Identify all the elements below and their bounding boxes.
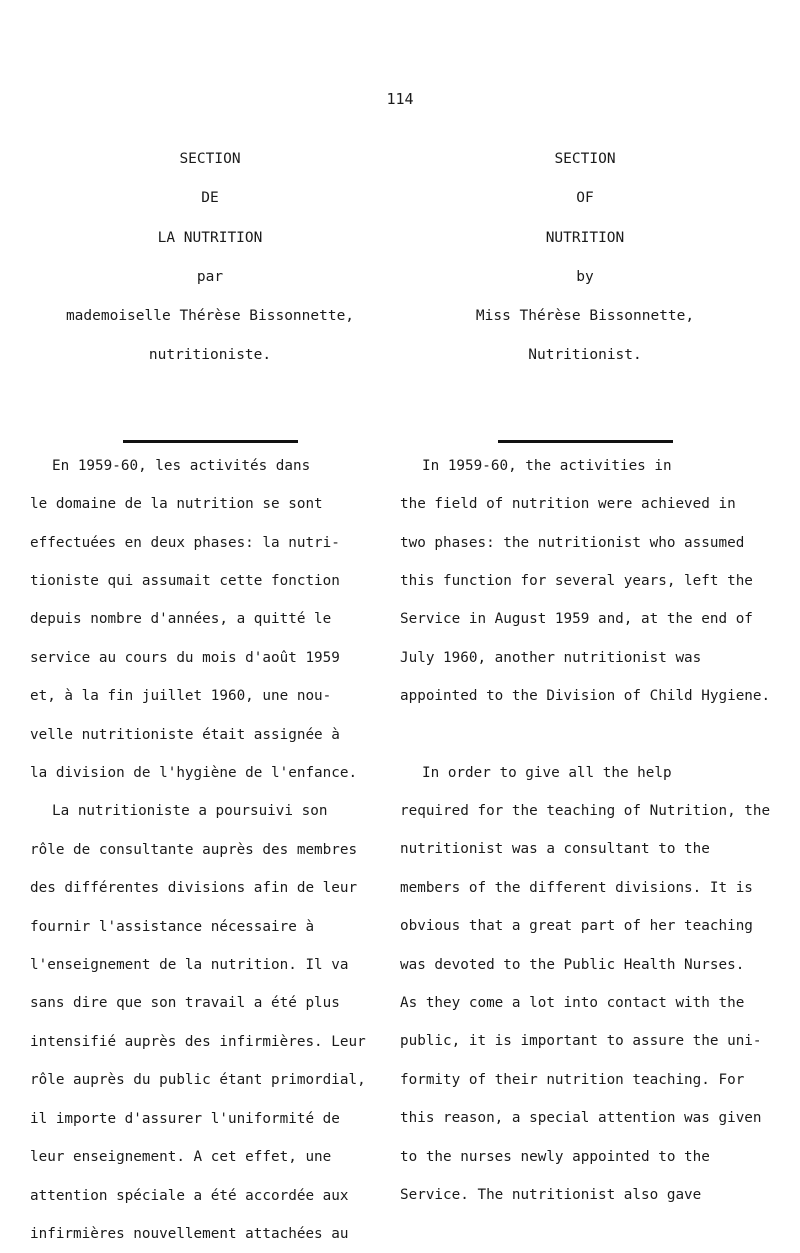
text-line: nutritionist was a consultant to the (400, 841, 710, 858)
text-line: required for the teaching of Nutrition, the (400, 803, 771, 820)
text-line: public, it is important to assure the uni- (400, 1033, 762, 1050)
text-line: velle nutritioniste était assignée à (30, 726, 340, 743)
heading-line: DE (201, 190, 219, 207)
heading-line: LA NUTRITION (157, 229, 263, 246)
text-line: As they come a lot into contact with the (400, 995, 745, 1012)
text-line: this reason, a special attention was given (400, 1110, 762, 1127)
divider-rule (498, 440, 673, 443)
text-line: l'enseignement de la nutrition. Il va (30, 957, 349, 974)
text-line: service au cours du mois d'août 1959 (30, 649, 340, 666)
page-number: 114 (386, 90, 414, 108)
text-line: July 1960, another nutritionist was (400, 649, 702, 666)
heading-line: Miss Thérèse Bissonnette, (475, 308, 695, 325)
text-line: two phases: the nutritionist who assumed (400, 534, 745, 551)
text-line: intensifié auprès des infirmières. Leur (30, 1033, 366, 1050)
text-line: depuis nombre d'années, a quitté le (30, 611, 332, 628)
text-line: attention spéciale a été accordée aux (30, 1187, 349, 1204)
text-line: des différentes divisions afin de leur (30, 880, 358, 897)
text-line: la division de l'hygiène de l'enfance. (30, 765, 358, 782)
french-heading (30, 140, 390, 376)
text-line: sans dire que son travail a été plus (30, 995, 340, 1012)
text-line: il importe d'assurer l'uniformité de (30, 1110, 340, 1127)
text-line: et, à la fin juillet 1960, une nou- (30, 688, 332, 705)
text-line: was devoted to the Public Health Nurses. (400, 956, 745, 973)
divider-rule (123, 440, 298, 443)
english-column (400, 140, 770, 1215)
text-line: rôle auprès du public étant primordial, (30, 1072, 366, 1089)
text-line: fournir l'assistance nécessaire à (30, 918, 315, 935)
text-line: In 1959-60, the activities in (422, 457, 672, 474)
text-line: Service in August 1959 and, at the end of (400, 611, 753, 628)
french-body (30, 447, 390, 1253)
heading-line: SECTION (554, 151, 616, 167)
text-line: effectuées en deux phases: la nutri- (30, 534, 340, 551)
text-line: obvious that a great part of her teaching (400, 918, 753, 935)
heading-line: nutritioniste. (148, 347, 272, 364)
text-line: La nutritioniste a poursuivi son (52, 803, 328, 820)
heading-line: par (196, 268, 224, 285)
text-line: le domaine de la nutrition se sont (30, 496, 323, 513)
french-column (30, 140, 390, 1253)
text-line: formity of their nutrition teaching. For (400, 1071, 745, 1088)
heading-line: SECTION (179, 151, 241, 167)
text-line: tioniste qui assumait cette fonction (30, 573, 340, 589)
heading-line: Nutritionist. (528, 347, 642, 364)
text-line: this function for several years, left the (400, 573, 753, 589)
text-line: Service. The nutritionist also gave (400, 1187, 702, 1204)
english-paragraph-1 (400, 447, 770, 716)
text-line: infirmières nouvellement attachées au (30, 1225, 349, 1242)
text-line: En 1959-60, les activités dans (52, 457, 311, 474)
heading-line: OF (576, 190, 594, 207)
text-line: leur enseignement. A cet effet, une (30, 1149, 332, 1166)
english-paragraph-2 (400, 754, 770, 1215)
text-line: the field of nutrition were achieved in (400, 496, 736, 513)
text-line: to the nurses newly appointed to the (400, 1148, 710, 1165)
text-line: In order to give all the help (422, 764, 672, 781)
text-line: appointed to the Division of Child Hygiene. (400, 688, 771, 705)
text-line: members of the different divisions. It is (400, 879, 753, 896)
english-heading (400, 140, 770, 376)
text-line: rôle de consultante auprès des membres (30, 841, 358, 858)
heading-line: mademoiselle Thérèse Bissonnette, (65, 308, 355, 325)
heading-line: by (576, 268, 594, 285)
heading-line: NUTRITION (545, 229, 625, 246)
